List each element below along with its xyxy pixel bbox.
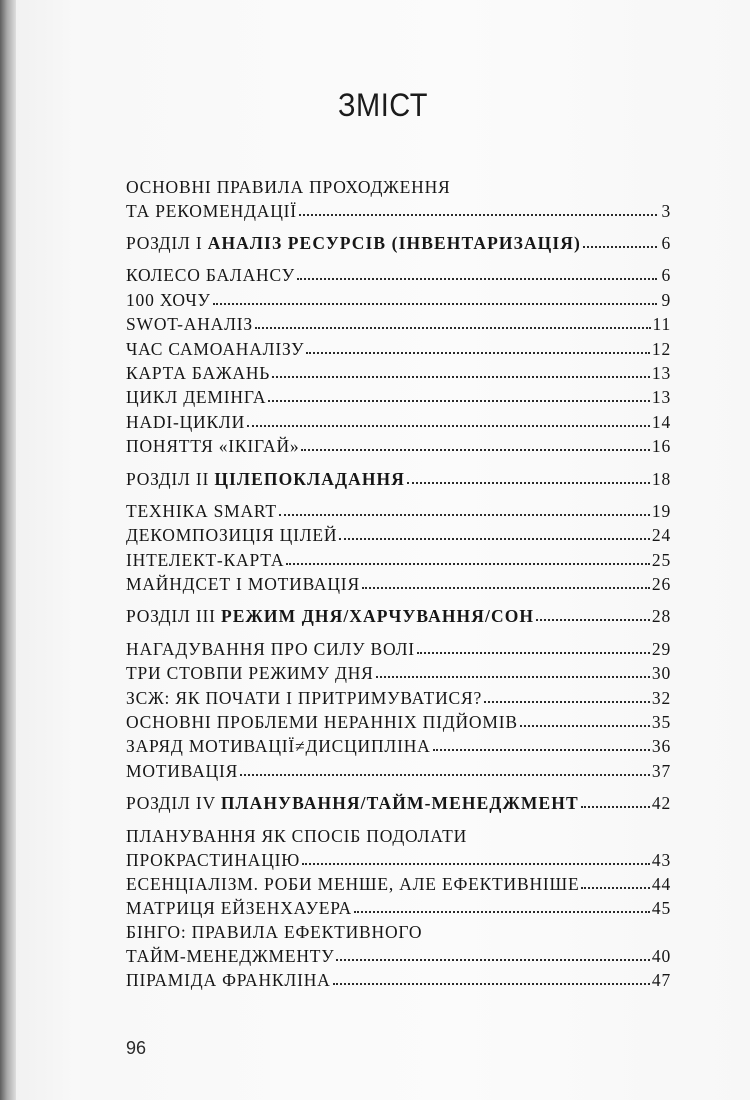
toc-page-number: 9: [661, 289, 671, 310]
toc-entry-title: ТЕХНІКА SMART: [126, 500, 277, 521]
toc-entry[interactable]: [126, 572, 671, 596]
toc-page-number: 11: [652, 314, 671, 335]
toc-page-number: 29: [651, 638, 671, 659]
dot-leader: [583, 244, 657, 248]
toc-page-number: 28: [651, 606, 671, 627]
dot-leader: [417, 650, 650, 654]
toc-entry[interactable]: [126, 410, 671, 434]
toc-page-number: 35: [651, 712, 671, 733]
table-of-contents: [126, 175, 671, 993]
dot-leader: [240, 772, 650, 776]
toc-section-entry[interactable]: [126, 467, 671, 491]
toc-page-number: 14: [651, 411, 671, 432]
toc-section-entry[interactable]: [126, 791, 671, 815]
section-name: АНАЛІЗ РЕСУРСІВ (ІНВЕНТАРИЗАЦІЯ): [207, 233, 581, 253]
toc-section-title: [126, 791, 579, 815]
toc-entry[interactable]: [126, 288, 671, 312]
toc-page-number: 3: [661, 201, 671, 221]
toc-entry-title: HADI-ЦИКЛИ: [126, 411, 246, 432]
toc-page-number: 6: [661, 233, 671, 253]
toc-entry[interactable]: [126, 734, 671, 758]
dot-leader: [247, 423, 650, 427]
toc-entry-title: ІНТЕЛЕКТ-КАРТА: [126, 549, 285, 570]
toc-entry[interactable]: [126, 548, 671, 572]
dot-leader: [336, 957, 649, 961]
toc-page-number: 26: [651, 574, 671, 595]
toc-page-number: 13: [651, 362, 671, 383]
dot-leader: [255, 325, 651, 329]
toc-page-number: 44: [651, 873, 671, 894]
toc-entry-title: ТАЙМ-МЕНЕДЖМЕНТУ: [126, 946, 335, 967]
toc-entry-title: 100 ХОЧУ: [126, 289, 211, 310]
toc-entry-title: ЦИКЛ ДЕМІНГА: [126, 387, 267, 408]
toc-page-number: 25: [651, 549, 671, 570]
toc-page-number: 6: [661, 265, 671, 286]
toc-section-title: [126, 231, 581, 255]
toc-entry[interactable]: [126, 523, 671, 547]
toc-entry-title: ПОНЯТТЯ «ІКІГАЙ»: [126, 436, 300, 457]
toc-page-number: 12: [651, 338, 671, 359]
toc-page-number: 37: [651, 760, 671, 781]
toc-entry-title: ДЕКОМПОЗИЦІЯ ЦІЛЕЙ: [126, 525, 338, 546]
toc-page-number: 42: [651, 793, 671, 814]
toc-section-title: [126, 467, 405, 491]
toc-entry-title: КАРТА БАЖАНЬ: [126, 362, 271, 383]
toc-entry-title: ТА РЕКОМЕНДАЦІЇ: [126, 201, 297, 221]
toc-entry[interactable]: [126, 385, 671, 409]
toc-entry-line1: ПЛАНУВАННЯ ЯК СПОСІБ ПОДОЛАТИ: [126, 825, 468, 846]
toc-entry-line1: БІНГО: ПРАВИЛА ЕФЕКТИВНОГО: [126, 922, 423, 943]
toc-entry[interactable]: [126, 686, 671, 710]
dot-leader: [306, 350, 650, 354]
dot-leader: [272, 374, 650, 378]
toc-entry-title: ОСНОВНІ ПРОБЛЕМИ НЕРАННІХ ПІДЙОМІВ: [126, 712, 518, 733]
dot-leader: [302, 861, 650, 865]
toc-entry[interactable]: [126, 848, 671, 872]
toc-entry-title: ЗАРЯД МОТИВАЦІЇ≠ДИСЦИПЛІНА: [126, 736, 431, 757]
toc-entry-title: МАТРИЦЯ ЕЙЗЕНХАУЕРА: [126, 897, 352, 918]
toc-entry-title: ЧАС САМОАНАЛІЗУ: [126, 338, 305, 359]
page-title: ЗМІСТ: [338, 88, 428, 124]
toc-page-number: 45: [651, 897, 671, 918]
section-name: РЕЖИМ ДНЯ/ХАРЧУВАННЯ/СОН: [220, 606, 535, 627]
toc-page-number: 32: [651, 687, 671, 708]
toc-entry-title: КОЛЕСО БАЛАНСУ: [126, 265, 295, 286]
toc-page-number: 47: [651, 970, 671, 991]
toc-entry[interactable]: [126, 896, 671, 920]
dot-leader: [484, 699, 650, 703]
section-prefix: РОЗДІЛ IV: [126, 793, 221, 814]
dot-leader: [268, 398, 650, 402]
section-prefix: РОЗДІЛ І: [126, 233, 208, 253]
dot-leader: [297, 276, 657, 280]
toc-entry[interactable]: [126, 312, 671, 336]
toc-page-number: 43: [651, 849, 671, 870]
dot-leader: [301, 447, 649, 451]
toc-entry-title: SWOT-АНАЛІЗ: [126, 314, 253, 335]
toc-entry[interactable]: [126, 499, 671, 523]
toc-entry[interactable]: [126, 968, 671, 992]
toc-entry-line1: ОСНОВНІ ПРАВИЛА ПРОХОДЖЕННЯ: [126, 177, 451, 197]
toc-page-number: 19: [651, 500, 671, 521]
toc-entry-title: ПІРАМІДА ФРАНКЛІНА: [126, 970, 331, 991]
toc-page-number: 36: [651, 736, 671, 757]
toc-section-title: [126, 604, 534, 628]
toc-page-number: 13: [651, 387, 671, 408]
dot-leader: [299, 212, 657, 216]
toc-entry[interactable]: [126, 434, 671, 458]
toc-section-entry[interactable]: [126, 231, 671, 255]
dot-leader: [407, 480, 650, 484]
toc-entry[interactable]: [126, 759, 671, 783]
toc-entry[interactable]: [126, 337, 671, 361]
dot-leader: [333, 981, 650, 985]
toc-entry[interactable]: [126, 944, 671, 968]
book-gutter-shadow: [0, 0, 16, 1100]
page-number-footer: 96: [126, 1038, 147, 1058]
dot-leader: [286, 561, 650, 565]
dot-leader: [433, 747, 650, 751]
toc-entry-title: ТРИ СТОВПИ РЕЖИМУ ДНЯ: [126, 663, 374, 684]
dot-leader: [581, 804, 650, 808]
toc-page-number: 16: [651, 436, 671, 457]
toc-entry-title: МОТИВАЦІЯ: [126, 760, 239, 781]
toc-entry[interactable]: [126, 637, 671, 661]
dot-leader: [536, 617, 650, 621]
toc-entry[interactable]: [126, 263, 671, 287]
dot-leader: [376, 674, 650, 678]
dot-leader: [279, 512, 650, 516]
section-name: ПЛАНУВАННЯ/ТАЙМ-МЕНЕДЖМЕНТ: [220, 793, 579, 814]
section-prefix: РОЗДІЛ ІІІ: [126, 606, 221, 627]
dot-leader: [213, 301, 657, 305]
section-prefix: РОЗДІЛ ІІ: [126, 468, 215, 489]
dot-leader: [354, 909, 650, 913]
dot-leader: [520, 723, 650, 727]
toc-entry[interactable]: [126, 199, 671, 223]
toc-entry-title: ЗСЖ: ЯК ПОЧАТИ І ПРИТРИМУВАТИСЯ?: [126, 687, 483, 708]
toc-entry[interactable]: [126, 872, 671, 896]
toc-entry-title: НАГАДУВАННЯ ПРО СИЛУ ВОЛІ: [126, 638, 415, 659]
toc-entry-title: ЕСЕНЦІАЛІЗМ. РОБИ МЕНШЕ, АЛЕ ЕФЕКТИВНІШЕ: [126, 873, 580, 894]
dot-leader: [339, 536, 650, 540]
book-page: [16, 0, 750, 1100]
toc-section-entry[interactable]: [126, 604, 671, 628]
toc-entry[interactable]: [126, 710, 671, 734]
toc-page-number: 30: [651, 663, 671, 684]
toc-page-number: 40: [651, 946, 671, 967]
toc-page-number: 24: [651, 525, 671, 546]
toc-entry-title: ПРОКРАСТИНАЦІЮ: [126, 849, 301, 870]
toc-page-number: 18: [651, 468, 671, 489]
dot-leader: [581, 885, 649, 889]
section-name: ЦІЛЕПОКЛАДАННЯ: [214, 468, 405, 489]
toc-entry[interactable]: [126, 661, 671, 685]
dot-leader: [362, 585, 650, 589]
toc-entry-title: МАЙНДСЕТ І МОТИВАЦІЯ: [126, 574, 360, 595]
toc-entry[interactable]: [126, 361, 671, 385]
